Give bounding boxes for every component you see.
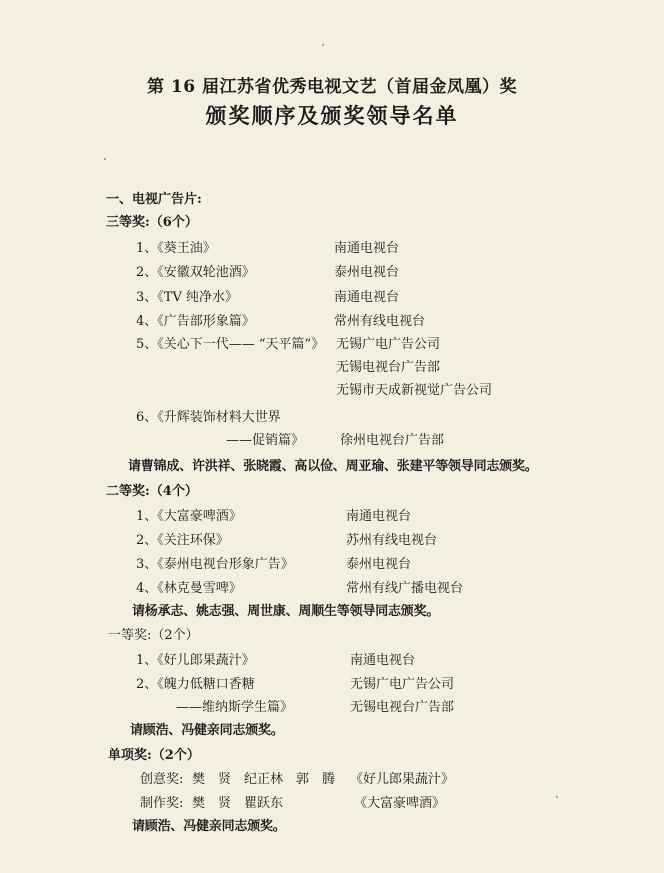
title-line-2: 颁奖顺序及颁奖领导名单 bbox=[205, 103, 459, 128]
entry-org: 苏州有线电视台 bbox=[346, 533, 438, 548]
entry-org: 无锡电视台广告部 bbox=[336, 360, 441, 375]
entry-org: 徐州电视台广告部 bbox=[340, 433, 445, 448]
entry-title: 2、《魄力低糖口香糖 bbox=[136, 677, 255, 692]
presenters-line: 请曹锦成、许洪祥、张晓霞、高以俭、周亚瑜、张建平等领导同志颁奖。 bbox=[128, 459, 538, 474]
entry-title: 3、《TV 纯净水》 bbox=[136, 290, 238, 305]
entry-org: 南通电视台 bbox=[346, 509, 412, 524]
entry-title: 1、《葵王油》 bbox=[136, 241, 216, 256]
entry-org: 南通电视台 bbox=[334, 290, 400, 305]
paper-speck bbox=[322, 44, 324, 46]
entry-org: 常州有线广播电视台 bbox=[346, 581, 464, 596]
entry-org: 无锡电视台广告部 bbox=[350, 700, 455, 715]
second-prize-heading: 二等奖:（4个） bbox=[106, 484, 198, 499]
entry-title: 4、《广告部形象篇》 bbox=[136, 314, 255, 329]
first-prize-heading: 一等奖:（2个） bbox=[108, 628, 199, 643]
paper-speck bbox=[104, 158, 106, 160]
entry-org: 南通电视台 bbox=[350, 653, 416, 668]
entry-org: 南通电视台 bbox=[334, 241, 400, 256]
award-label: 制作奖: bbox=[140, 796, 184, 811]
title-line-1: 第 16 届江苏省优秀电视文艺（首届金凤凰）奖 bbox=[147, 77, 517, 97]
third-prize-heading: 三等奖:（6个） bbox=[106, 215, 198, 230]
entry-org: 无锡市天成新视觉广告公司 bbox=[336, 383, 493, 398]
presenters-line: 请杨承志、姚志强、周世康、周顺生等领导同志颁奖。 bbox=[132, 604, 440, 619]
single-prize-heading: 单项奖:（2个） bbox=[108, 748, 200, 763]
entry-title: 1、《大富豪啤酒》 bbox=[136, 509, 242, 524]
award-names: 樊 贤 瞿跃东 bbox=[192, 796, 284, 811]
award-work: 《大富豪啤酒》 bbox=[354, 796, 446, 811]
paper-speck bbox=[556, 796, 558, 798]
entry-org: 常州有线电视台 bbox=[334, 314, 426, 329]
award-names: 樊 贤 纪正林 郭 腾 bbox=[192, 772, 336, 787]
entry-title: 2、《关注环保》 bbox=[136, 533, 229, 548]
entry-org: 泰州电视台 bbox=[346, 557, 412, 572]
entry-title: 4、《林克曼雪啤》 bbox=[136, 581, 242, 596]
award-work: 《好儿郎果蔬汁》 bbox=[350, 772, 455, 787]
entry-title: 1、《好儿郎果蔬汁》 bbox=[136, 653, 255, 668]
presenters-line: 请顾浩、冯健亲同志颁奖。 bbox=[132, 819, 286, 834]
section-heading: 一、电视广告片: bbox=[106, 192, 202, 207]
entry-org: 无锡广电广告公司 bbox=[350, 677, 455, 692]
entry-title-cont: ——维纳斯学生篇》 bbox=[176, 700, 294, 715]
entry-title: 6、《升辉装饰材料大世界 bbox=[136, 410, 281, 425]
entry-title: 5、《关心下一代—— “天平篇”》 bbox=[136, 337, 325, 352]
entry-org: 泰州电视台 bbox=[334, 265, 400, 280]
award-label: 创意奖: bbox=[140, 772, 184, 787]
entry-title-cont: ——促销篇》 bbox=[226, 433, 305, 448]
presenters-line: 请顾浩、冯健亲同志颁奖。 bbox=[130, 723, 284, 738]
entry-title: 2、《安徽双轮池酒》 bbox=[136, 265, 255, 280]
entry-title: 3、《泰州电视台形象广告》 bbox=[136, 557, 294, 572]
entry-org: 无锡广电广告公司 bbox=[336, 337, 441, 352]
